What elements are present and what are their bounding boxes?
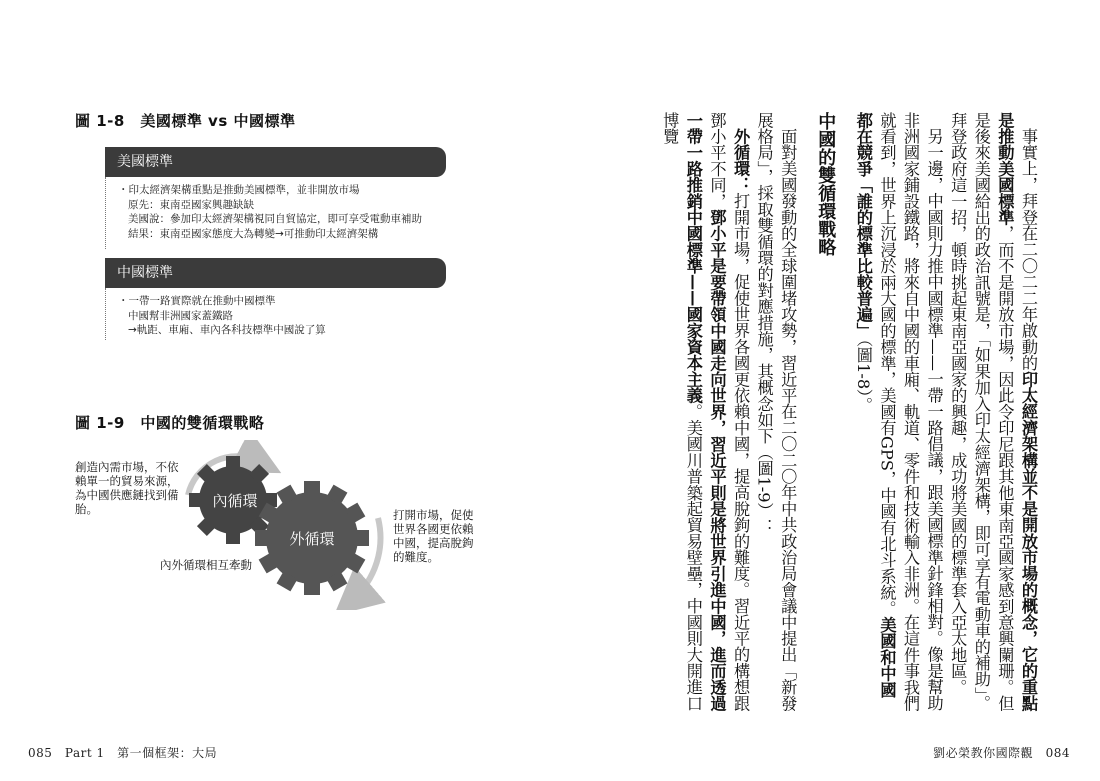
left-footer: 085 Part 1 第一個框架：大局 <box>28 746 218 760</box>
paragraph-3: 面對美國發動的全球圍堵攻勢，習近平在二〇二〇年中共政治局會議中提出「新發展格局」，採取雙循環的對應措施，其概念如下（圖1-9）： <box>754 112 798 712</box>
cn-line: ・一帶一路實際就在推動中國標準 <box>118 295 276 307</box>
vertical-body-text <box>658 112 1040 712</box>
us-line: 美國說：參加印太經濟架構視同自貿協定，即可享受電動車補助 <box>128 213 422 225</box>
cn-line: →軌距、車廂、車內各科技標準中國說了算 <box>128 324 326 336</box>
us-standard-header: 美國標準 <box>105 147 446 177</box>
right-footer: 劉必榮教你國際觀 084 <box>933 746 1070 760</box>
inner-cycle-label: 內循環 <box>212 492 258 510</box>
us-line: ・印太經濟架構重點是推動美國標準，並非開放市場 <box>118 184 360 196</box>
figure-1-9-title: 圖 1-9 中國的雙循環戰略 <box>75 414 265 432</box>
paragraph-4: 外循環：打開市場，促使世界各國更依賴中國，提高脫鉤的難度。習近平的構想跟鄧小平不同，鄧小平是要帶領中國走向世界，習近平則是將世界引進中國，進而透過一帶一路推銷中國標準——國家資本主義。美國川普築起貿易壁壘，中國則大開進口博覽 <box>660 112 751 712</box>
cn-line: 中國幫非洲國家蓋鐵路 <box>128 309 233 322</box>
figure-1-8-title: 圖 1-8 美國標準 vs 中國標準 <box>75 112 296 130</box>
us-line: 結果：東南亞國家態度大為轉變→可推動印太經濟架構 <box>128 227 379 240</box>
interaction-caption: 內外循環相互牽動 <box>160 558 252 572</box>
cn-standard-body <box>105 288 446 340</box>
inner-cycle-caption: 創造內需市場，不依賴單一的貿易來源，為中國供應鏈找到備胎。 <box>75 460 179 516</box>
us-line: 原先：東南亞國家興趣缺缺 <box>128 198 254 211</box>
section-heading: 中國的雙循環戰略 <box>815 112 837 256</box>
outer-cycle-label: 外循環 <box>289 530 335 548</box>
outer-cycle-caption: 打開市場，促使世界各國更依賴中國，提高脫鉤的難度。 <box>393 508 474 564</box>
paragraph-2: 另一邊，中國則力推中國標準——一帶一路倡議，跟美國標準針鋒相對。像是幫助非洲國家鋪設鐵路，將來自中國的車廂、軌道、零件和技術輸入非洲。在這件事我們就看到，世界上沉浸於兩大國的標準，美國有GPS，中國有北斗系統。美國和中國都在競爭「誰的標準比較普遍」（圖1-8）。 <box>853 112 944 712</box>
paragraph-1: 事實上，拜登在二〇二二年啟動的印太經濟架構並不是開放市場的概念，它的重點是推動美國標準，而不是開放市場，因此令印尼跟其他東南亞國家感到意興闌珊。但是後來美國給出的政治訊號是，「如果加入印太經濟架構，即可享有電動車的補助」。拜登政府這一招，頓時挑起東南亞國家的興趣，成功將美國的標準套入亞太地區。 <box>948 112 1038 712</box>
cn-standard-header: 中國標準 <box>105 258 446 288</box>
us-standard-body <box>105 177 446 249</box>
